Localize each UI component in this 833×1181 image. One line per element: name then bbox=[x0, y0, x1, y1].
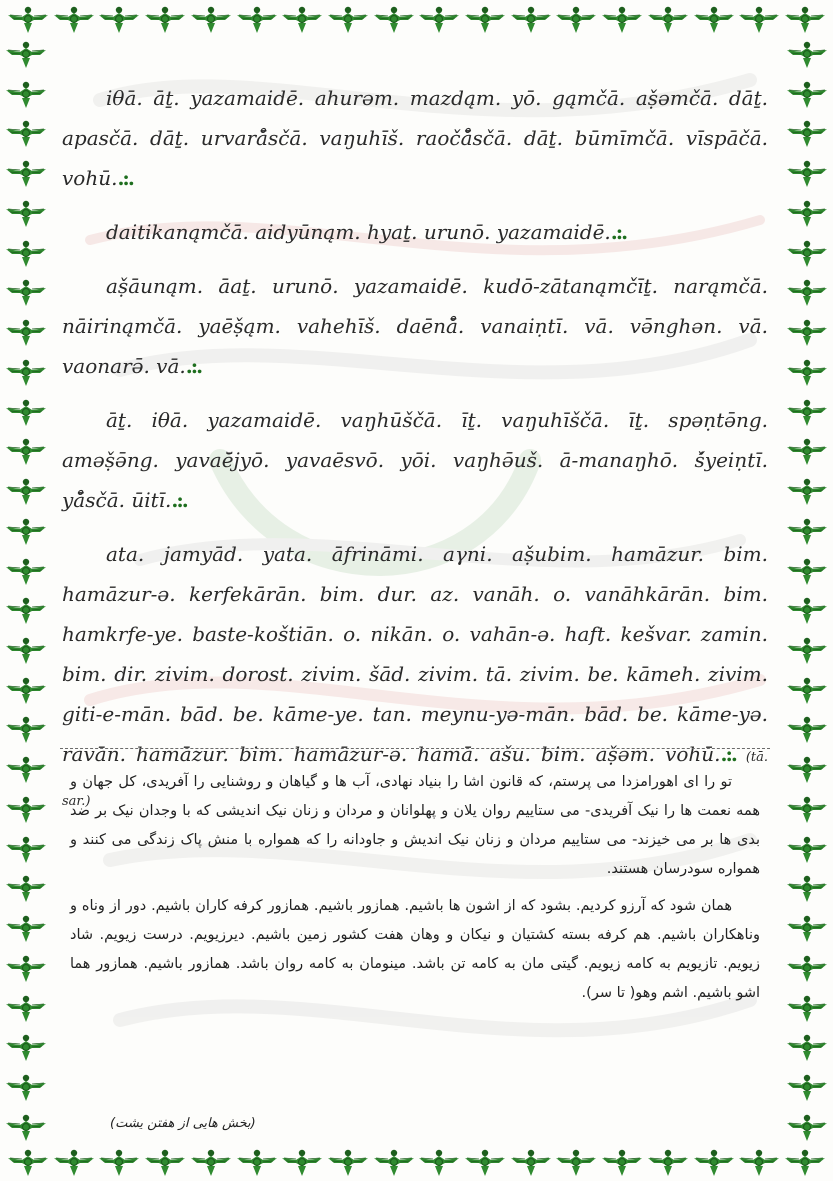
faravahar-icon bbox=[785, 594, 829, 626]
faravahar-icon bbox=[785, 555, 829, 587]
frame-bottom bbox=[0, 1143, 833, 1181]
faravahar-icon bbox=[189, 3, 233, 35]
faravahar-icon bbox=[52, 1146, 96, 1178]
faravahar-icon bbox=[785, 674, 829, 706]
faravahar-icon bbox=[326, 3, 370, 35]
faravahar-icon bbox=[785, 952, 829, 984]
faravahar-icon bbox=[4, 594, 48, 626]
faravahar-icon bbox=[235, 3, 279, 35]
ta-sar-note: (tā. sar.) bbox=[62, 750, 768, 809]
faravahar-icon bbox=[785, 713, 829, 745]
faravahar-icon bbox=[4, 992, 48, 1024]
faravahar-icon bbox=[97, 3, 141, 35]
faravahar-icon bbox=[785, 1031, 829, 1063]
persian-paragraph-1: تو را ای اهورامزدا می پرستم، که قانون اشا را بنیاد نهادی، آب ها و گیاهان و روشنایی را آفریدی، کل جهان و همه نعمت ها را نیک آفریدی- می ستاییم روان یلان و پهلوانان و مردان و زنان نیک اندیشی که با وجدان نیک بر ضد بدی ها بر می خیزند- می ستاییم مردان و زنان نیک اندیش و جاودانه را که همواره با منش پاک زندگی می کنند و همواره سودرسان هستند. bbox=[70, 774, 760, 877]
source-note: (بخش هایی از هفتن یشت) bbox=[110, 1116, 256, 1131]
faravahar-icon bbox=[4, 197, 48, 229]
end-mark: .:. bbox=[117, 166, 133, 190]
faravahar-icon bbox=[785, 475, 829, 507]
dashed-divider bbox=[60, 748, 770, 749]
faravahar-icon bbox=[737, 1146, 781, 1178]
faravahar-icon bbox=[785, 316, 829, 348]
faravahar-icon bbox=[783, 1146, 827, 1178]
faravahar-icon bbox=[4, 396, 48, 428]
faravahar-icon bbox=[52, 3, 96, 35]
faravahar-icon bbox=[372, 3, 416, 35]
translit-paragraph-3 bbox=[62, 266, 768, 386]
frame-top bbox=[0, 0, 833, 38]
faravahar-icon bbox=[417, 1146, 461, 1178]
translit-paragraph-4 bbox=[62, 400, 768, 520]
end-mark: .:. bbox=[185, 354, 202, 378]
faravahar-icon bbox=[463, 3, 507, 35]
faravahar-icon bbox=[4, 912, 48, 944]
faravahar-icon bbox=[463, 1146, 507, 1178]
faravahar-icon bbox=[785, 1111, 829, 1143]
faravahar-icon bbox=[785, 78, 829, 110]
faravahar-icon bbox=[189, 1146, 233, 1178]
translit-text: āṯ. iθā. yazamaidē. vaŋhūščā. īṯ. vaŋuhīščā. īṯ. spəṇtə̄ng. aməṣ̌ə̄ng. yavaē̆jyō. yavaēsvō. yōi. vaŋhə̄uš. ā-manaŋhō. š́yeiṇtī. yå̄sčā. ūitī. bbox=[62, 408, 768, 512]
faravahar-icon bbox=[4, 713, 48, 745]
transliteration-block bbox=[62, 78, 768, 836]
end-mark: .:. bbox=[720, 742, 736, 766]
faravahar-icon bbox=[600, 3, 644, 35]
faravahar-icon bbox=[235, 1146, 279, 1178]
faravahar-icon bbox=[785, 872, 829, 904]
faravahar-icon bbox=[646, 3, 690, 35]
translit-paragraph-1 bbox=[62, 78, 768, 198]
translit-paragraph-2 bbox=[62, 212, 768, 252]
faravahar-icon bbox=[785, 634, 829, 666]
faravahar-icon bbox=[4, 356, 48, 388]
faravahar-icon bbox=[4, 1031, 48, 1063]
faravahar-icon bbox=[4, 435, 48, 467]
faravahar-icon bbox=[509, 1146, 553, 1178]
faravahar-icon bbox=[280, 1146, 324, 1178]
faravahar-icon bbox=[4, 793, 48, 825]
faravahar-icon bbox=[97, 1146, 141, 1178]
faravahar-icon bbox=[143, 3, 187, 35]
faravahar-icon bbox=[4, 753, 48, 785]
faravahar-icon bbox=[326, 1146, 370, 1178]
faravahar-icon bbox=[143, 1146, 187, 1178]
faravahar-icon bbox=[4, 555, 48, 587]
persian-paragraph-2: همان شود که آرزو کردیم. بشود که از اشون ها باشیم. همازور باشیم. همازور کرفه کاران باشیم. دور از وناه و وناهکاران باشیم. هم کرفه بسته کشتیان و نیکان و وهان هفت کشور زمین باشیم. دیرزیویم. درست زیویم. شاد زیویم. تازیویم به کامه زیویم. گیتی مان به کامه تن باشد. مینومان به کامه روان باشد. همازور باشیم. همازور هما اشو باشیم. اشم وهو( تا سر). bbox=[70, 898, 760, 1001]
faravahar-icon bbox=[785, 1071, 829, 1103]
faravahar-icon bbox=[4, 833, 48, 865]
end-mark: .:. bbox=[171, 488, 187, 512]
faravahar-icon bbox=[646, 1146, 690, 1178]
faravahar-icon bbox=[4, 515, 48, 547]
faravahar-icon bbox=[4, 634, 48, 666]
faravahar-icon bbox=[4, 237, 48, 269]
faravahar-icon bbox=[692, 3, 736, 35]
faravahar-icon bbox=[4, 872, 48, 904]
faravahar-icon bbox=[785, 515, 829, 547]
faravahar-icon bbox=[554, 3, 598, 35]
faravahar-icon bbox=[785, 753, 829, 785]
faravahar-icon bbox=[509, 3, 553, 35]
faravahar-icon bbox=[785, 237, 829, 269]
faravahar-icon bbox=[785, 435, 829, 467]
end-mark: .:. bbox=[610, 220, 627, 244]
faravahar-icon bbox=[783, 3, 827, 35]
faravahar-icon bbox=[280, 3, 324, 35]
faravahar-icon bbox=[6, 3, 50, 35]
faravahar-icon bbox=[6, 1146, 50, 1178]
faravahar-icon bbox=[737, 3, 781, 35]
faravahar-icon bbox=[4, 1111, 48, 1143]
faravahar-icon bbox=[4, 157, 48, 189]
faravahar-icon bbox=[785, 912, 829, 944]
faravahar-icon bbox=[785, 992, 829, 1024]
translit-text: aṣ̌āunąm. āaṯ. urunō. yazamaidē. kudō-zātanąmčīṯ. narąmčā. nāirinąmčā. yaēṣ̌ąm. vahehīš. daēnå̄. vanaiṇtī. vā. və̄nghən. vā. vaonarə̄. vā. bbox=[62, 274, 768, 378]
faravahar-icon bbox=[785, 833, 829, 865]
faravahar-icon bbox=[4, 952, 48, 984]
faravahar-icon bbox=[785, 197, 829, 229]
translit-text: ata. jamyād. yata. āfrināmi. aγni. aṣ̌ubim. hamāzur. bim. hamāzur-ə. kerfekārān. bim. dur. az. vanāh. o. vanāhkārān. bim. hamkrfe-ye. baste-koštiān. o. nikān. o. vahān-ə. haft. kešvar. zamin. bim. dir. zivim. dorost. zivim. šād. zivim. tā. zivim. be. kāmeh. zivim. giti-e-mān. bād. be. kāme-ye. tan. meynu-yə-mān. bād. be. kāme-yə. ravān. hamāzur. bim. hamāzur-ə. hamā. ašu. bim. aṣ̌əm. vohū. bbox=[62, 542, 768, 766]
faravahar-icon bbox=[4, 1071, 48, 1103]
faravahar-icon bbox=[785, 793, 829, 825]
faravahar-icon bbox=[417, 3, 461, 35]
faravahar-icon bbox=[600, 1146, 644, 1178]
faravahar-icon bbox=[4, 475, 48, 507]
translit-text: iθā. āṯ. yazamaidē. ahurəm. mazdąm. yō. gąmčā. aṣ̌əmčā. dāṯ. apasčā. dāṯ. urvarå̄sčā. vaŋuhīš. raočå̄sčā. dāṯ. būmīmčā. vīspāčā. vohū. bbox=[62, 86, 768, 190]
faravahar-icon bbox=[4, 78, 48, 110]
faravahar-icon bbox=[4, 674, 48, 706]
frame-left bbox=[0, 38, 52, 1143]
faravahar-icon bbox=[785, 356, 829, 388]
faravahar-icon bbox=[785, 396, 829, 428]
faravahar-icon bbox=[4, 38, 48, 70]
faravahar-icon bbox=[4, 276, 48, 308]
faravahar-icon bbox=[4, 316, 48, 348]
faravahar-icon bbox=[785, 117, 829, 149]
faravahar-icon bbox=[785, 38, 829, 70]
persian-translation bbox=[70, 768, 760, 1016]
faravahar-icon bbox=[785, 276, 829, 308]
faravahar-icon bbox=[554, 1146, 598, 1178]
faravahar-icon bbox=[4, 117, 48, 149]
translit-text: daitikanąmčā. aidyūnąm. hyaṯ. urunō. yazamaidē. bbox=[106, 220, 611, 244]
faravahar-icon bbox=[785, 157, 829, 189]
faravahar-icon bbox=[692, 1146, 736, 1178]
frame-right bbox=[781, 38, 833, 1143]
faravahar-icon bbox=[372, 1146, 416, 1178]
